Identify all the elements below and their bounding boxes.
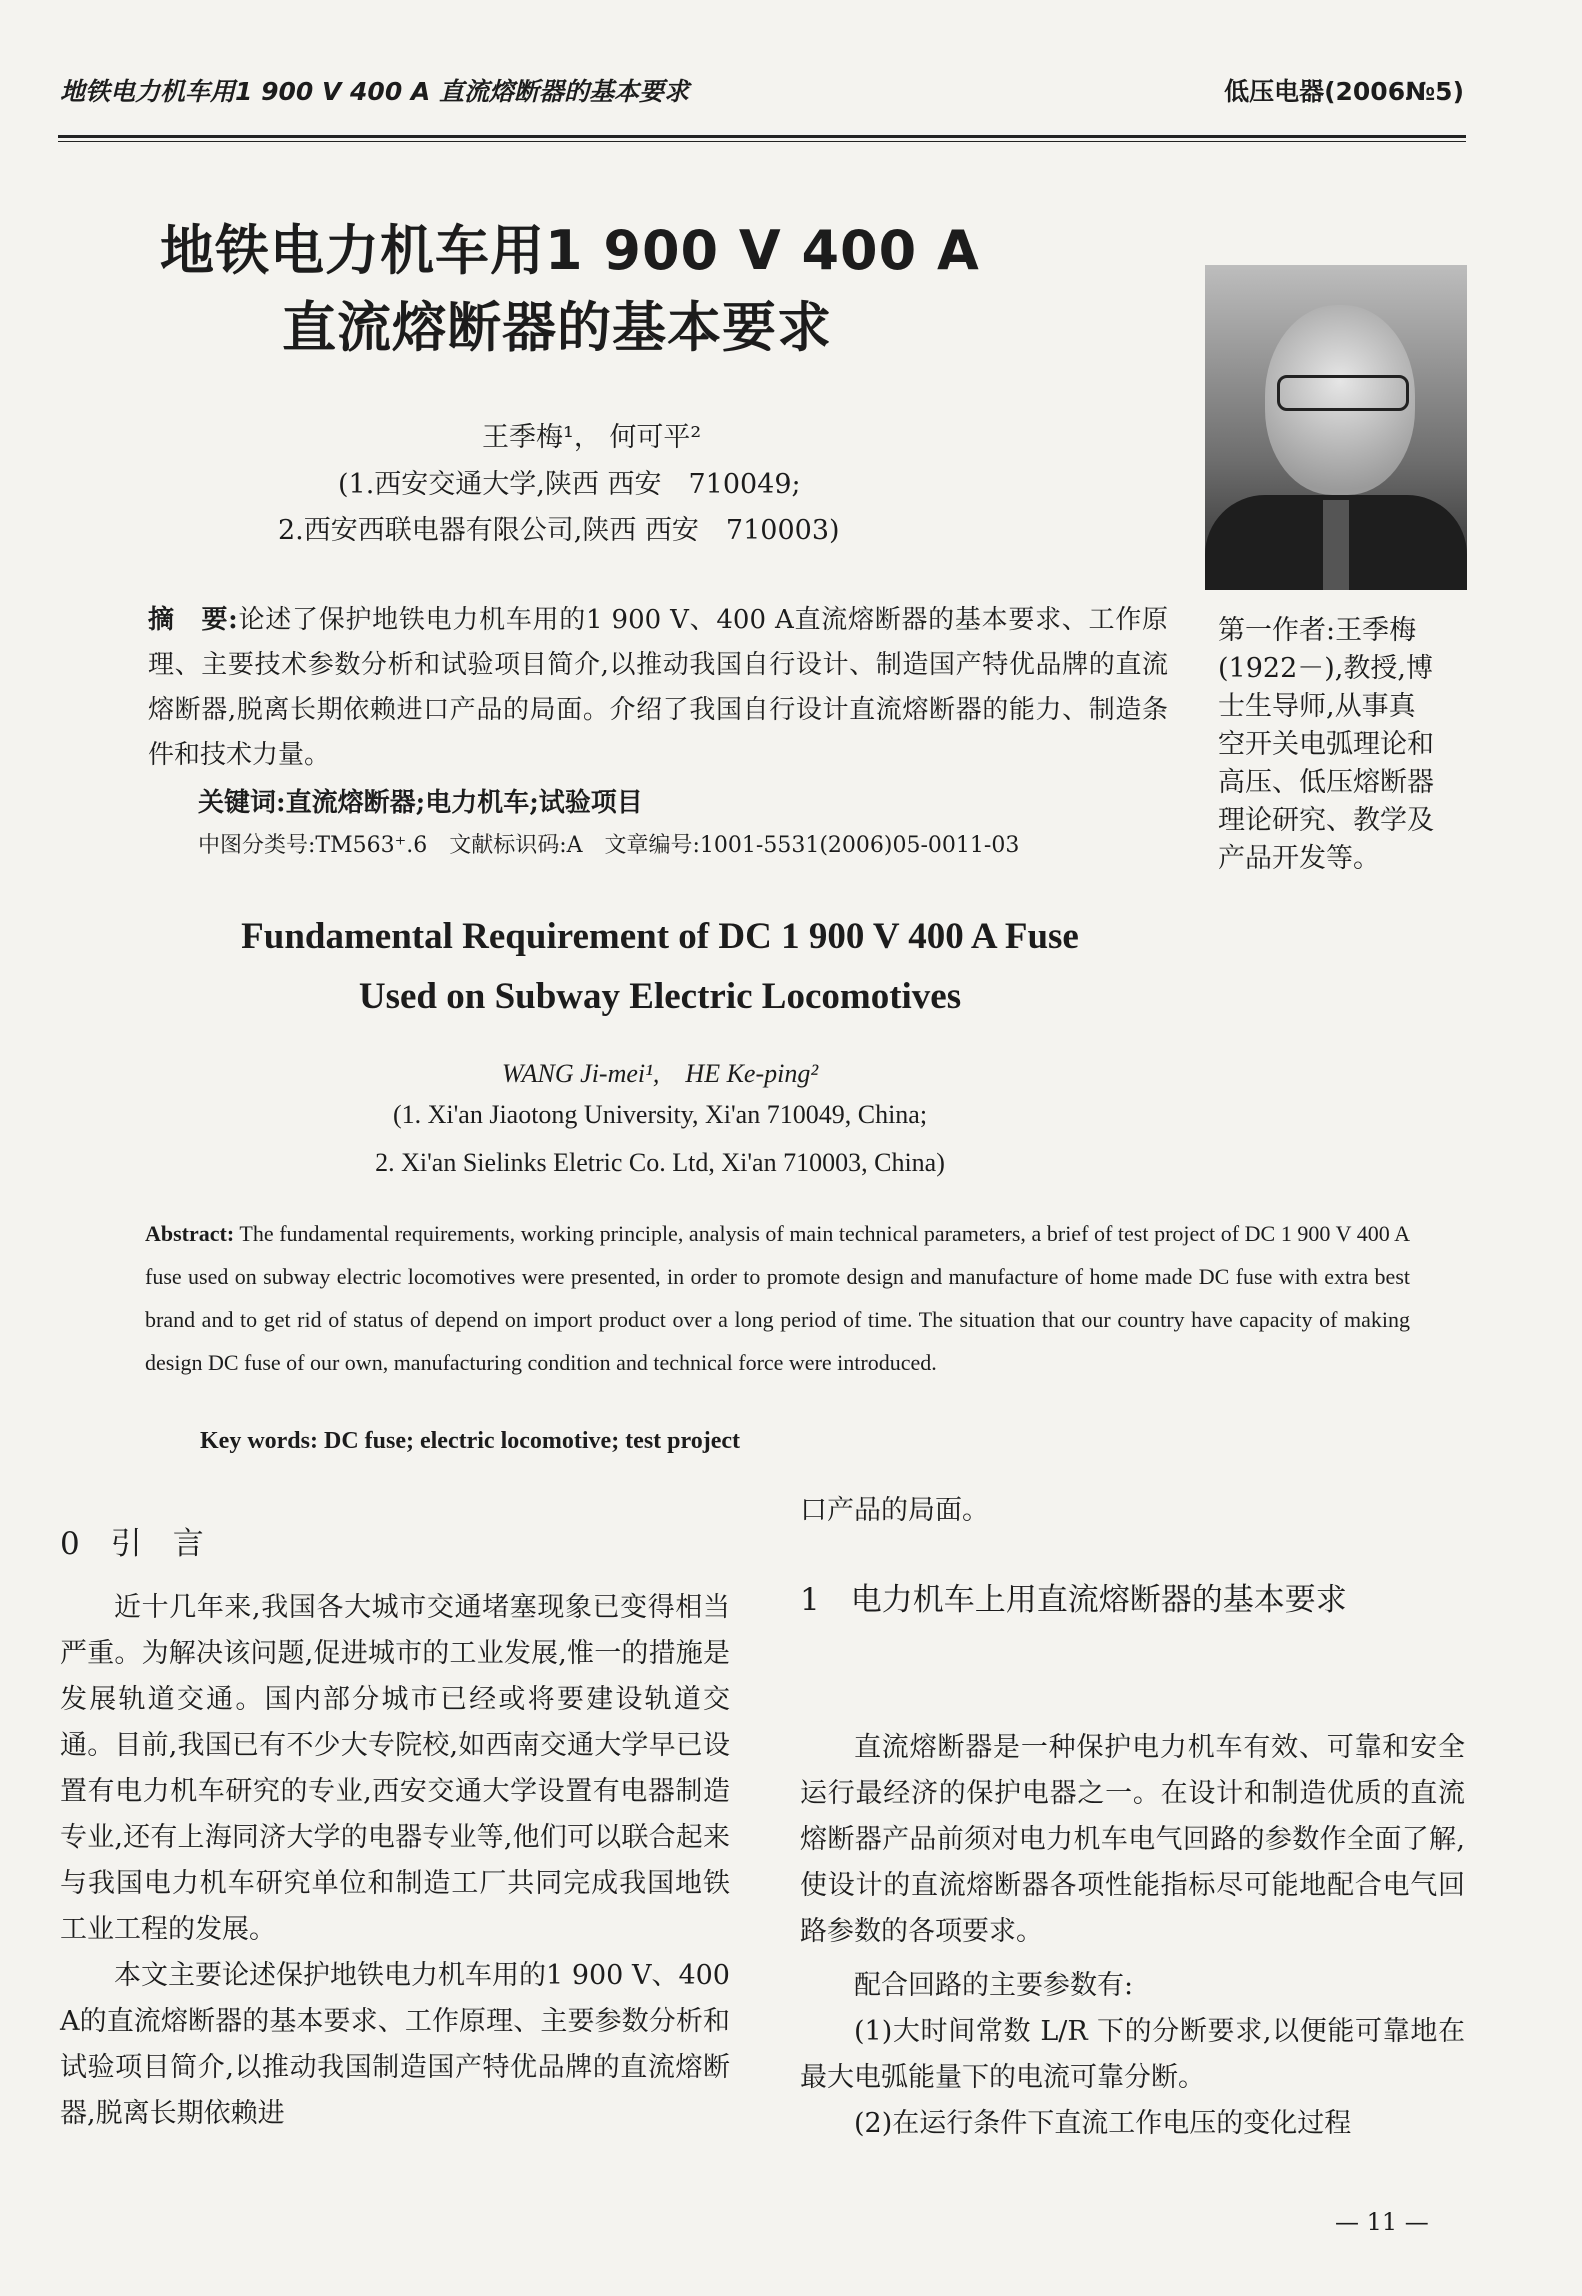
abstract-en-label: Abstract: — [145, 1221, 235, 1246]
section-1-heading: 1 电力机车上用直流熔断器的基本要求 — [800, 1582, 1347, 1618]
section-0-heading: 0 引 言 — [60, 1526, 204, 1562]
bio-line: 空开关电弧理论和 — [1218, 729, 1434, 760]
keywords-cn: 关键词:直流熔断器;电力机车;试验项目 — [198, 788, 643, 818]
classification-cn: 中图分类号:TM563⁺.6 文献标识码:A 文章编号:1001-5531(2006)05-0011-03 — [198, 833, 1020, 858]
author-tie — [1323, 500, 1349, 590]
right-column-continuation: 口产品的局面。 — [800, 1495, 989, 1526]
bio-line: 士生导师,从事真 — [1218, 691, 1416, 722]
author-bio — [1218, 612, 1468, 878]
paragraph: (1)大时间常数 L/R 下的分断要求,以便能可靠地在最大电弧能量下的电流可靠分断。 — [800, 2016, 1465, 2093]
bio-line: 第一作者:王季梅 — [1218, 615, 1417, 646]
abstract-cn-text: 论述了保护地铁电力机车用的1 900 V、400 A直流熔断器的基本要求、工作原理、主要技术参数分析和试验项目简介,以推动我国自行设计、制造国产特优品牌的直流熔断器,脱离长期依赖进口产品的局面。介绍了我国自行设计直流熔断器的能力、制造条件和技术力量。 — [148, 605, 1168, 770]
bio-line: 高压、低压熔断器 — [1218, 767, 1434, 798]
author-photo — [1205, 265, 1467, 590]
header-rule — [58, 135, 1466, 138]
title-en-line1: Fundamental Requirement of DC 1 900 V 400 A Fuse — [241, 916, 1079, 957]
affiliation-en-line1: (1. Xi'an Jiaotong University, Xi'an 710049, China; — [392, 1100, 928, 1129]
page-number: — 11 — — [1335, 2208, 1429, 2236]
paragraph: 本文主要论述保护地铁电力机车用的1 900 V、400 A的直流熔断器的基本要求、工作原理、主要参数分析和试验项目简介,以推动我国制造国产特优品牌的直流熔断器,脱离长期依赖进 — [60, 1960, 730, 2129]
abstract-cn-label: 摘 要: — [148, 605, 238, 635]
affiliation-cn-line1: (1.西安交通大学,陕西 西安 710049; — [338, 469, 801, 500]
bio-line: (1922－),教授,博 — [1218, 653, 1433, 684]
running-header-title: 地铁电力机车用1 900 V 400 A 直流熔断器的基本要求 — [60, 77, 689, 106]
bio-line: 产品开发等。 — [1218, 843, 1380, 874]
title-en-line2: Used on Subway Electric Locomotives — [358, 976, 962, 1017]
authors-cn: 王季梅¹， 何可平² — [482, 422, 702, 453]
paragraph: 配合回路的主要参数有: — [854, 1970, 1134, 2001]
title-cn-line1: 地铁电力机车用1 900 V 400 A — [160, 219, 980, 282]
abstract-en-text: The fundamental requirements, working principle, analysis of main technical parameters, a brief of test project of DC 1 900 V 400 A fuse used on subway electric locomotives were presented, in order to promote design and manufacture of home made DC fuse with extra best brand and to get rid of status of depend on import product over a long period of time. The situation that our country have capacity of making design DC fuse of our own, manufacturing condition and technical force were introduced. — [145, 1221, 1410, 1375]
affiliation-cn-line2: 2.西安西联电器有限公司,陕西 西安 710003) — [278, 515, 840, 546]
title-cn-line2: 直流熔断器的基本要求 — [282, 296, 832, 359]
paragraph: 直流熔断器是一种保护电力机车有效、可靠和安全运行最经济的保护电器之一。在设计和制造优质的直流熔断器产品前须对电力机车电气回路的参数作全面了解,使设计的直流熔断器各项性能指标尽可能地配合电气回路参数的各项要求。 — [800, 1732, 1465, 1947]
paragraph: 近十几年来,我国各大城市交通堵塞现象已变得相当严重。为解决该问题,促进城市的工业发展,惟一的措施是发展轨道交通。国内部分城市已经或将要建设轨道交通。目前,我国已有不少大专院校,如西南交通大学早已设置有电力机车研究的专业,西安交通大学设置有电器制造专业,还有上海同济大学的电器专业等,他们可以联合起来与我国电力机车研究单位和制造工厂共同完成我国地铁工业工程的发展。 — [60, 1592, 730, 1945]
paragraph: (2)在运行条件下直流工作电压的变化过程 — [854, 2108, 1352, 2139]
abstract-en — [145, 1212, 1410, 1384]
authors-en: WANG Ji-mei¹, HE Ke-ping² — [501, 1059, 819, 1088]
abstract-cn — [148, 598, 1168, 778]
keywords-en: Key words: DC fuse; electric locomotive; test project — [200, 1428, 741, 1454]
running-header-journal: 低压电器(2006№5) — [1224, 77, 1464, 106]
header-rule-thin — [58, 141, 1466, 142]
section-0-body — [60, 1585, 730, 2137]
affiliation-en-line2: 2. Xi'an Sielinks Eletric Co. Ltd, Xi'an 710003, China) — [375, 1148, 945, 1177]
section-1-body — [800, 1725, 1465, 2147]
bio-line: 理论研究、教学及 — [1218, 805, 1434, 836]
author-glasses — [1277, 375, 1409, 411]
